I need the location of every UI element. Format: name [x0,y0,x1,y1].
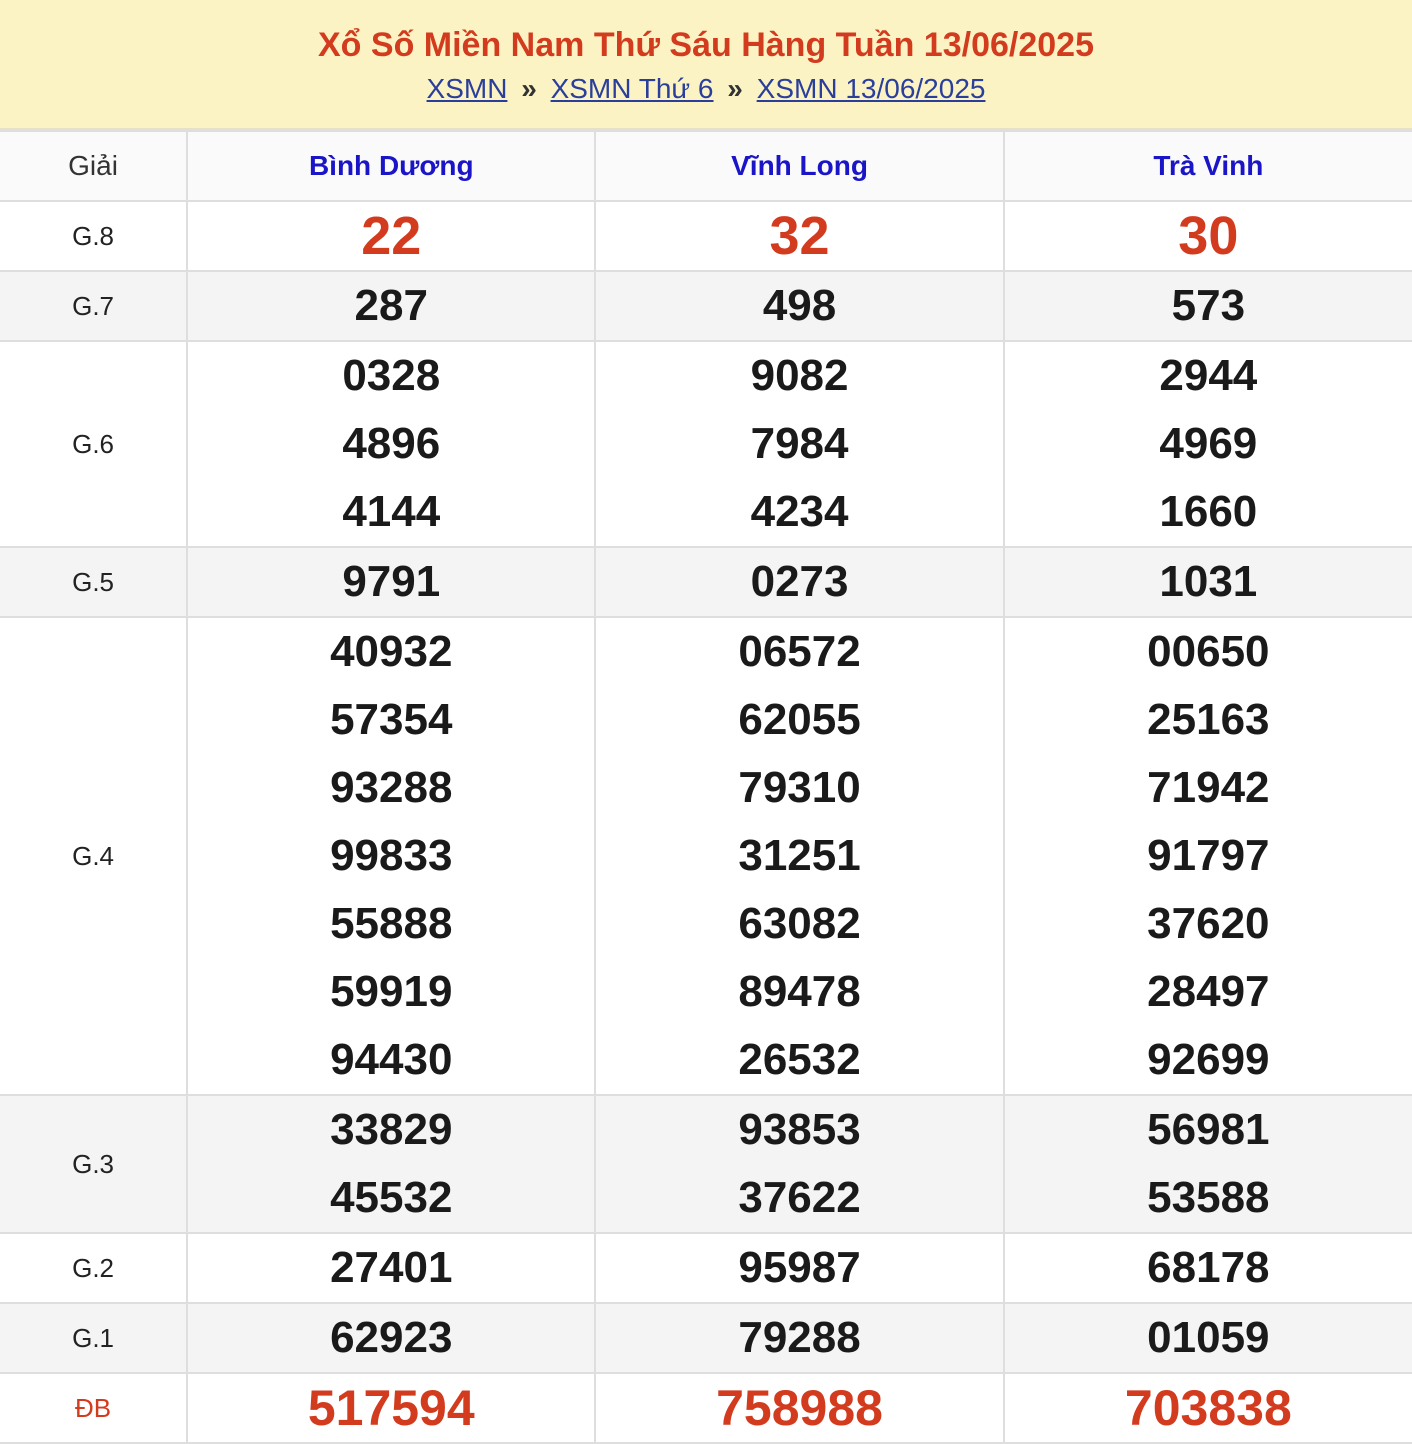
prize-number: 1660 [1159,487,1258,536]
prize-number: 517594 [307,1380,475,1436]
prize-number: 99833 [330,831,453,880]
prize-cell [595,1095,1003,1233]
prize-number: 1031 [1159,557,1258,606]
prize-number: 9791 [342,557,441,606]
prize-number: 26532 [738,1035,861,1084]
prize-cell [1004,1303,1412,1373]
prize-cell [595,1233,1003,1303]
prize-column-header: Giải [0,131,187,201]
prize-label: G.3 [0,1095,187,1233]
prize-label: G.7 [0,271,187,341]
prize-number: 93853 [738,1105,861,1154]
prize-row [0,271,1412,341]
prize-cell [187,1233,595,1303]
province-header-binh-duong[interactable]: Bình Dương [187,131,595,201]
prize-cell [1004,547,1412,617]
prize-number: 00650 [1147,627,1270,676]
prize-number: 93288 [330,763,453,812]
prize-row [0,547,1412,617]
prize-cell [595,1373,1003,1443]
prize-cell [1004,1095,1412,1233]
prize-number: 33829 [330,1105,453,1154]
prize-number: 27401 [330,1243,453,1292]
prize-number: 62055 [738,695,861,744]
prize-number: 37620 [1147,899,1270,948]
prize-number: 56981 [1147,1105,1270,1154]
prize-label: ĐB [0,1373,187,1443]
prize-cell [187,271,595,341]
prize-label: G.5 [0,547,187,617]
prize-number: 89478 [738,967,861,1016]
prize-number: 28497 [1147,967,1270,1016]
prize-number: 53588 [1147,1173,1270,1222]
breadcrumb-link-xsmn-thu-6[interactable]: XSMN Thứ 6 [550,73,714,104]
breadcrumb-separator: » [727,73,743,104]
prize-label: G.1 [0,1303,187,1373]
prize-number: 703838 [1124,1380,1292,1436]
prize-cell [595,271,1003,341]
prize-number: 30 [1178,206,1239,266]
prize-cell [1004,1233,1412,1303]
prize-number: 57354 [330,695,453,744]
prize-number: 7984 [750,419,849,468]
prize-cell [187,1373,595,1443]
prize-number: 4234 [750,487,849,536]
breadcrumb [0,72,1412,106]
prize-label: G.4 [0,617,187,1095]
prize-number: 40932 [330,627,453,676]
prize-row [0,341,1412,547]
prize-number: 4896 [342,419,441,468]
prize-row [0,1373,1412,1443]
province-header-vinh-long[interactable]: Vĩnh Long [595,131,1003,201]
prize-cell [1004,1373,1412,1443]
prize-number: 22 [361,206,422,266]
prize-number: 62923 [330,1313,453,1362]
prize-number: 4969 [1159,419,1258,468]
breadcrumb-link-xsmn[interactable]: XSMN [426,73,508,104]
prize-cell [595,201,1003,271]
prize-number: 498 [762,281,837,330]
prize-number: 55888 [330,899,453,948]
results-body [0,201,1412,1443]
prize-number: 32 [769,206,830,266]
prize-cell [1004,201,1412,271]
prize-label: G.8 [0,201,187,271]
prize-number: 95987 [738,1243,861,1292]
prize-number: 9082 [750,351,849,400]
prize-number: 59919 [330,967,453,1016]
prize-label: G.6 [0,341,187,547]
prize-number: 63082 [738,899,861,948]
prize-number: 79288 [738,1313,861,1362]
prize-number: 45532 [330,1173,453,1222]
prize-number: 37622 [738,1173,861,1222]
breadcrumb-separator: » [521,73,537,104]
prize-row [0,1095,1412,1233]
prize-cell [187,1095,595,1233]
prize-cell [595,1303,1003,1373]
breadcrumb-link-xsmn-date[interactable]: XSMN 13/06/2025 [756,73,986,104]
prize-number: 4144 [342,487,441,536]
prize-number: 01059 [1147,1313,1270,1362]
prize-number: 573 [1171,281,1246,330]
prize-number: 79310 [738,763,861,812]
prize-row [0,617,1412,1095]
prize-number: 68178 [1147,1243,1270,1292]
prize-cell [1004,617,1412,1095]
prize-number: 0273 [750,557,849,606]
prize-number: 287 [354,281,428,330]
prize-label: G.2 [0,1233,187,1303]
page-header [0,0,1412,130]
prize-row [0,201,1412,271]
prize-cell [595,617,1003,1095]
prize-number: 91797 [1147,831,1270,880]
prize-number: 92699 [1147,1035,1270,1084]
prize-number: 71942 [1147,763,1270,812]
table-header-row [0,131,1412,201]
prize-cell [187,547,595,617]
prize-number: 25163 [1147,695,1270,744]
prize-cell [187,617,595,1095]
prize-cell [187,201,595,271]
province-header-tra-vinh: Trà Vinh [1004,131,1412,201]
prize-number: 2944 [1159,351,1258,400]
prize-number: 94430 [330,1035,453,1084]
prize-cell [187,341,595,547]
prize-cell [595,341,1003,547]
prize-row [0,1233,1412,1303]
prize-number: 06572 [738,627,861,676]
prize-cell [1004,341,1412,547]
prize-row [0,1303,1412,1373]
prize-cell [595,547,1003,617]
results-table [0,130,1412,1444]
prize-cell [187,1303,595,1373]
prize-number: 0328 [342,351,441,400]
page-title: Xổ Số Miền Nam Thứ Sáu Hàng Tuần 13/06/2025 [318,26,1094,64]
prize-cell [1004,271,1412,341]
prize-number: 758988 [716,1380,883,1436]
prize-number: 31251 [738,831,861,880]
